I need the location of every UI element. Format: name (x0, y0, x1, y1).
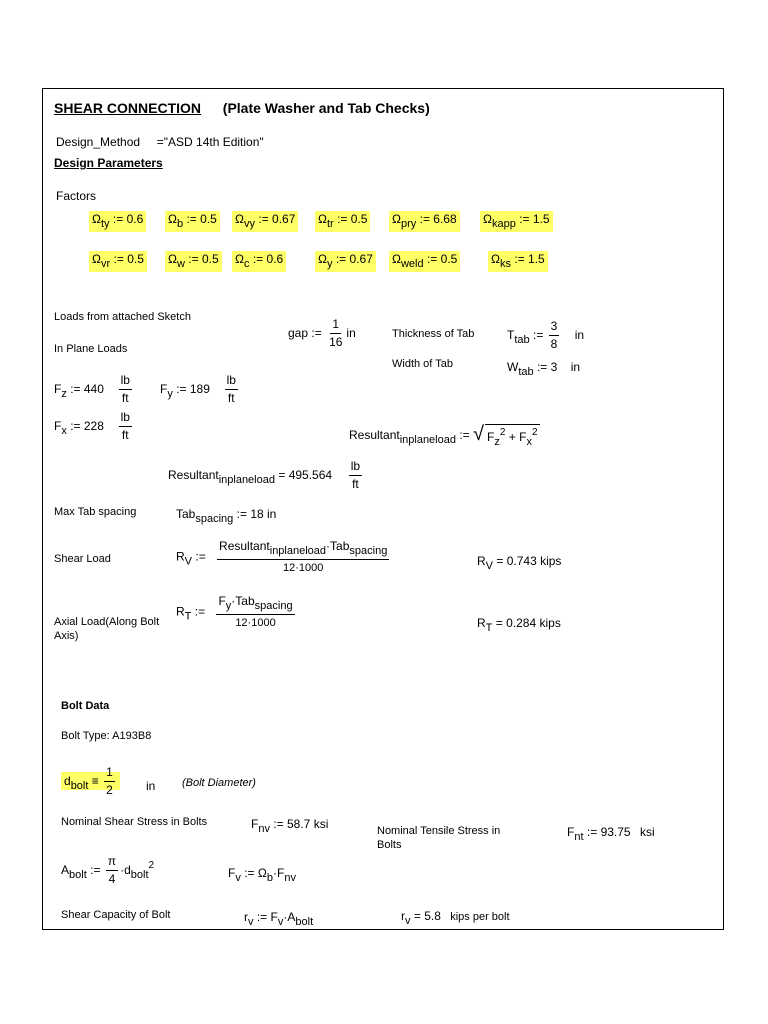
ttab-equation: Ttab := $\frac{3}{8}$ in (507, 319, 585, 352)
gap-equation: gap := $\frac{1}{16}$ in (288, 317, 356, 350)
fv-equation: Fv := Ωb·Fnv (228, 866, 296, 884)
omega-b: Ωb := 0.5 (165, 211, 220, 232)
omega-y: Ωy := 0.67 (315, 251, 376, 272)
shear-capacity-label: Shear Capacity of Bolt (61, 909, 171, 921)
bolt-data-heading: Bolt Data (61, 700, 110, 712)
omega-vr: Ωvr := 0.5 (89, 251, 147, 272)
design-method-value: ="ASD 14th Edition" (156, 135, 264, 149)
nominal-shear-label: Nominal Shear Stress in Bolts (61, 816, 208, 828)
page-title (54, 101, 430, 115)
tab-spacing-equation: Tabspacing := 18 in (176, 507, 277, 525)
omega-vy: Ωvy := 0.67 (232, 211, 298, 232)
fnt-equation: Fnt := 93.75 ksi (567, 825, 655, 843)
omega-tr: Ωtr := 0.5 (315, 211, 370, 232)
in-plane-loads-label: In Plane Loads (54, 343, 128, 355)
resultant-value: Resultantinplaneload = 495.564 $\frac{lb}{ft}$ (168, 459, 361, 492)
sqrt-icon: √ (473, 423, 484, 445)
rt-result: RT = 0.284 kips (477, 616, 561, 634)
rv-equation: RV := $\frac{\text{Resultantinplaneload·Tabspacing}}{12\cdot 1000}$ (176, 539, 388, 575)
shear-load-label: Shear Load (54, 553, 111, 565)
rv-result: RV = 0.743 kips (477, 554, 562, 572)
title-sub: (Plate Washer and Tab Checks) (222, 100, 430, 116)
resultant-definition: Resultantinplaneload := √ Fz$^2$ + Fx$^2$ (349, 423, 538, 448)
loads-from-sketch-label: Loads from attached Sketch (54, 311, 191, 323)
omega-ks: Ωks := 1.5 (488, 251, 548, 272)
omega-c: Ωc := 0.6 (232, 251, 286, 272)
rt-equation: RT := $\frac{\text{Fy·Tabspacing}}{12\cdot 1000}$ (176, 594, 293, 630)
axial-load-label: Axial Load(Along Bolt Axis) (54, 616, 160, 643)
nominal-tensile-label: Nominal Tensile Stress in Bolts (377, 825, 501, 852)
omega-weld: Ωweld := 0.5 (389, 251, 460, 272)
factors-label: Factors (56, 189, 97, 203)
rv-bolt-result: rv = 5.8 kips per bolt (401, 909, 510, 927)
max-tab-spacing-label: Max Tab spacing (54, 506, 137, 518)
omega-kapp: Ωkapp := 1.5 (480, 211, 553, 232)
bolt-diameter-note: (Bolt Diameter) (182, 777, 256, 789)
width-of-tab-label: Width of Tab (392, 358, 453, 370)
fz-equation: Fz := 440 $\frac{lb}{ft}$ (54, 373, 130, 406)
design-parameters-heading: Design Parameters (54, 156, 163, 170)
fy-equation: Fy := 189 $\frac{lb}{ft}$ (160, 373, 236, 406)
omega-pry: Ωpry := 6.68 (389, 211, 460, 232)
omega-w: Ωw := 0.5 (165, 251, 222, 272)
fx-equation: Fx := 228 $\frac{lb}{ft}$ (54, 410, 130, 443)
design-method-row (56, 136, 264, 148)
fnv-equation: Fnv := 58.7 ksi (251, 817, 329, 835)
thickness-of-tab-label: Thickness of Tab (392, 328, 475, 340)
rv-bolt-equation: rv := Fv·Abolt (244, 910, 314, 928)
design-method-label: Design_Method (56, 135, 141, 149)
dbolt-equation: dbolt ≡ $\frac{1}{2}$ (61, 766, 120, 797)
abolt-equation: Abolt := $\frac{\pi}{4}$ ·dbolt$^2$ (61, 854, 155, 887)
wtab-equation: Wtab := 3 in (507, 360, 581, 378)
omega-ty: Ωty := 0.6 (89, 211, 146, 232)
bolt-type: Bolt Type: A193B8 (61, 730, 152, 742)
dbolt-unit: in (146, 779, 156, 793)
title-main: SHEAR CONNECTION (54, 100, 202, 116)
